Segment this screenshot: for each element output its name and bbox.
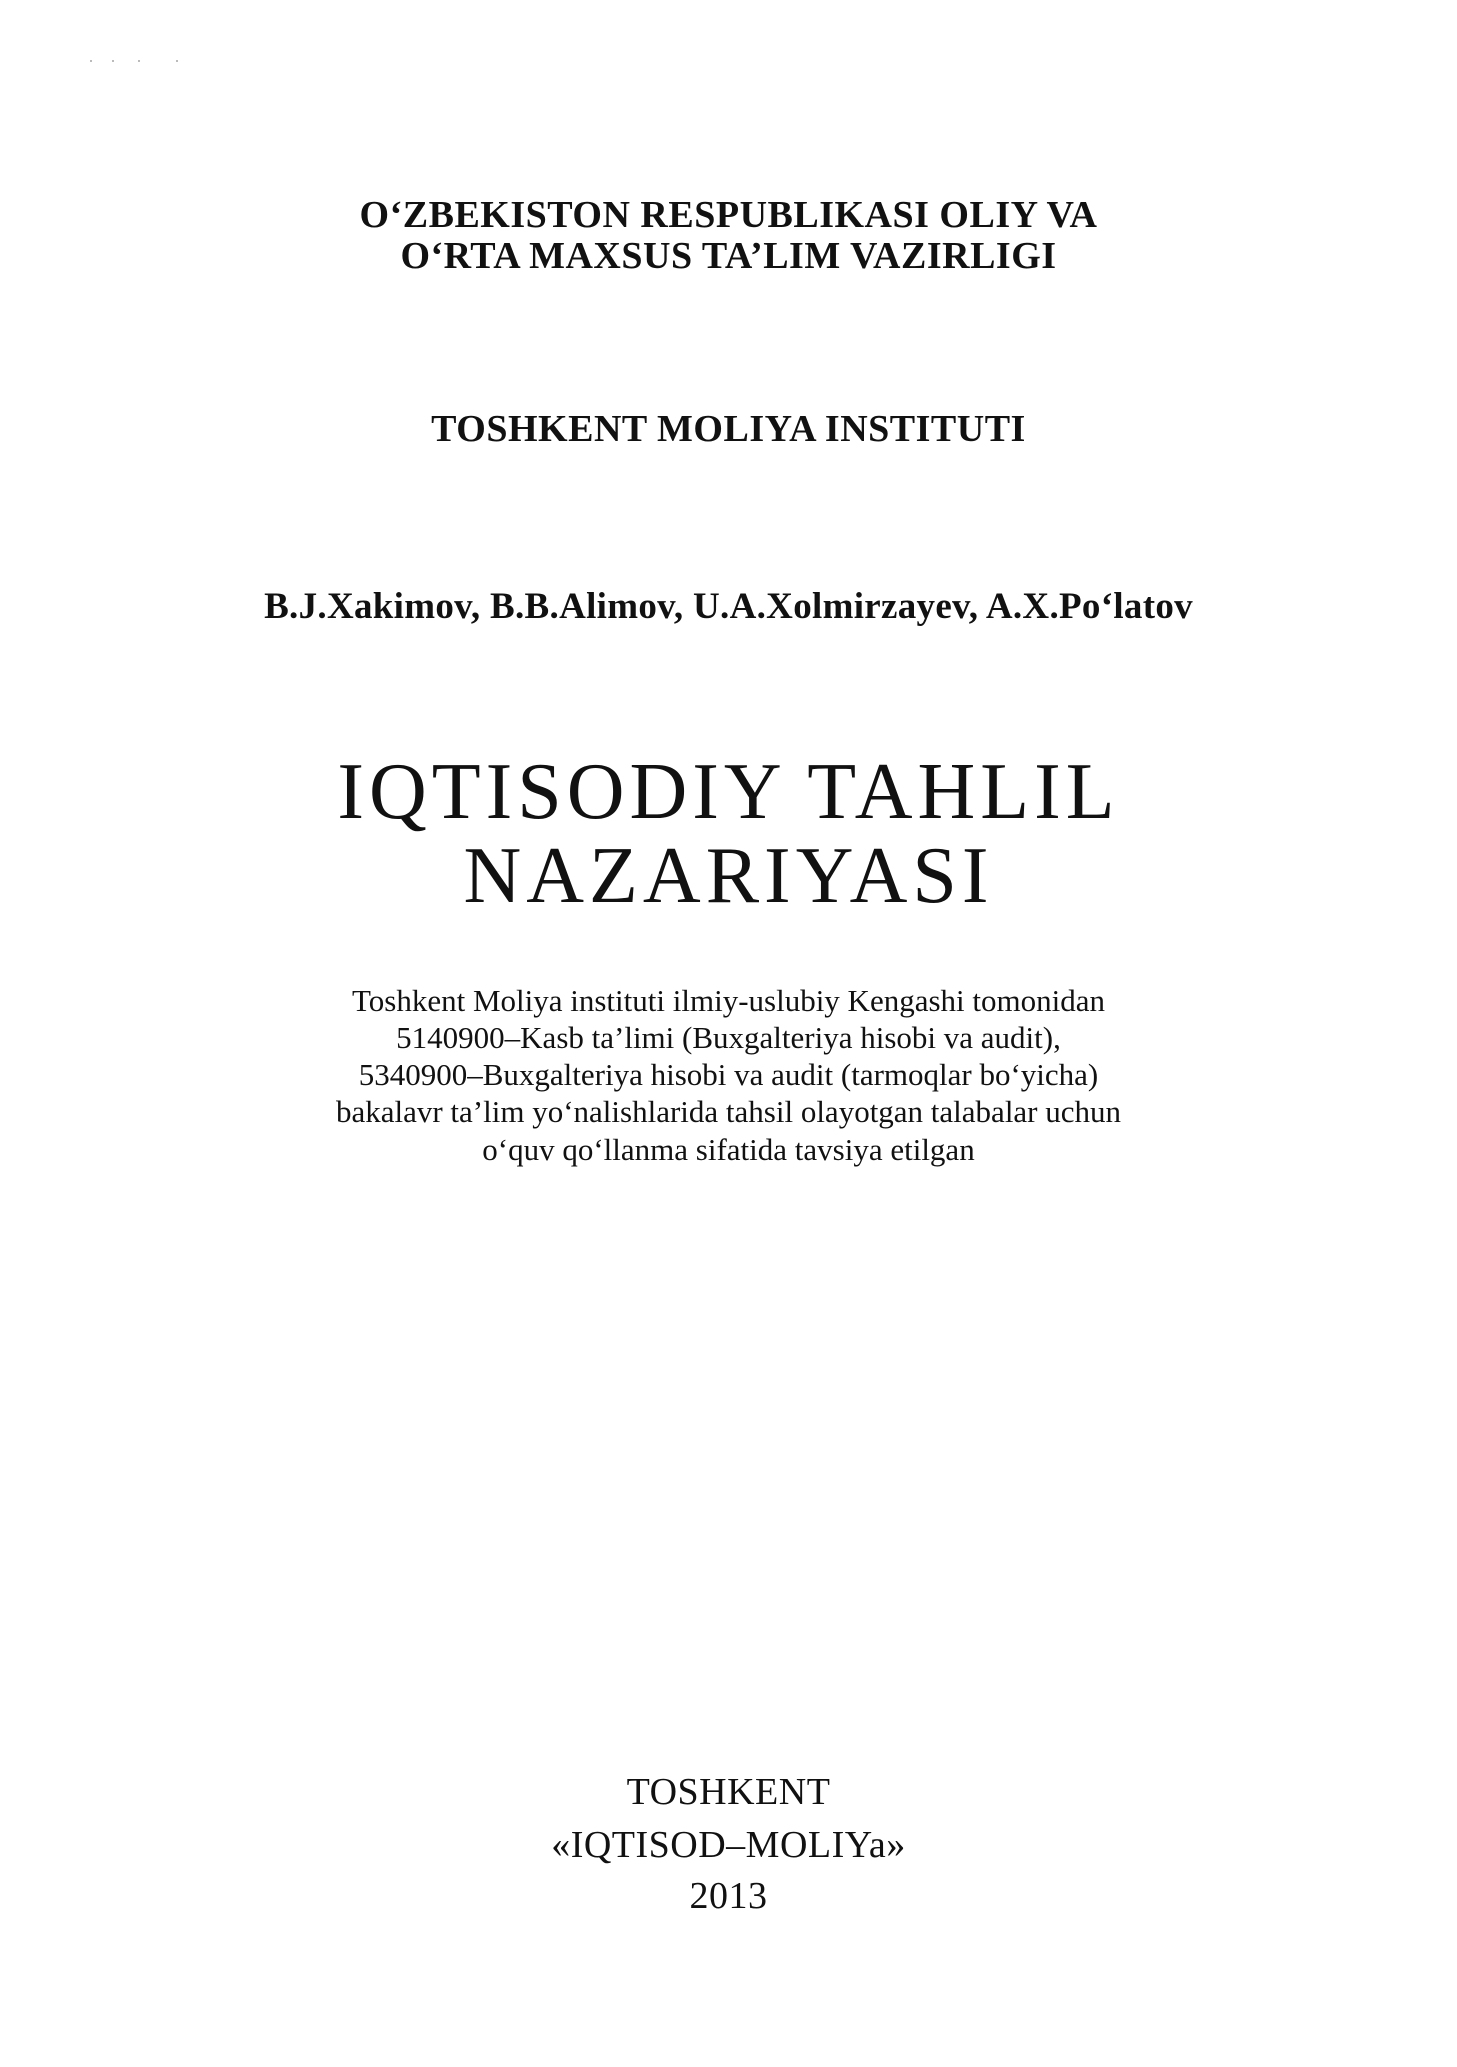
approval-line-2: 5140900–Kasb ta’limi (Buxgalteriya hisobi va audit), [396, 1020, 1061, 1055]
approval-line-3: 5340900–Buxgalteriya hisobi va audit (tarmoqlar bo‘yicha) [358, 1057, 1099, 1092]
imprint-year: 2013 [689, 1875, 768, 1917]
approval-line-1: Toshkent Moliya instituti ilmiy-uslubiy Kengashi tomonidan [352, 983, 1105, 1018]
institute-name: TOSHKENT MOLIYA INSTITUTI [431, 408, 1026, 450]
scan-specks [90, 60, 190, 64]
ministry-line-1: O‘ZBEKISTON RESPUBLIKASI OLIY VA [359, 194, 1098, 236]
imprint-publisher: «IQTISOD–MOLIYa» [551, 1824, 906, 1866]
approval-line-4: bakalavr ta’lim yo‘nalishlarida tahsil olayotgan talabalar uchun [335, 1094, 1122, 1129]
imprint-city: TOSHKENT [626, 1771, 831, 1813]
approval-line-5: o‘quv qo‘llanma sifatida tavsiya etilgan [482, 1132, 975, 1167]
book-title-line-1: IQTISODIY TAHLIL [337, 748, 1120, 836]
book-title-line-2: NAZARIYASI [463, 832, 994, 920]
ministry-line-2: O‘RTA MAXSUS TA’LIM VAZIRLIGI [400, 235, 1057, 277]
authors: B.J.Xakimov, B.B.Alimov, U.A.Xolmirzayev, A.X.Po‘latov [264, 586, 1193, 627]
